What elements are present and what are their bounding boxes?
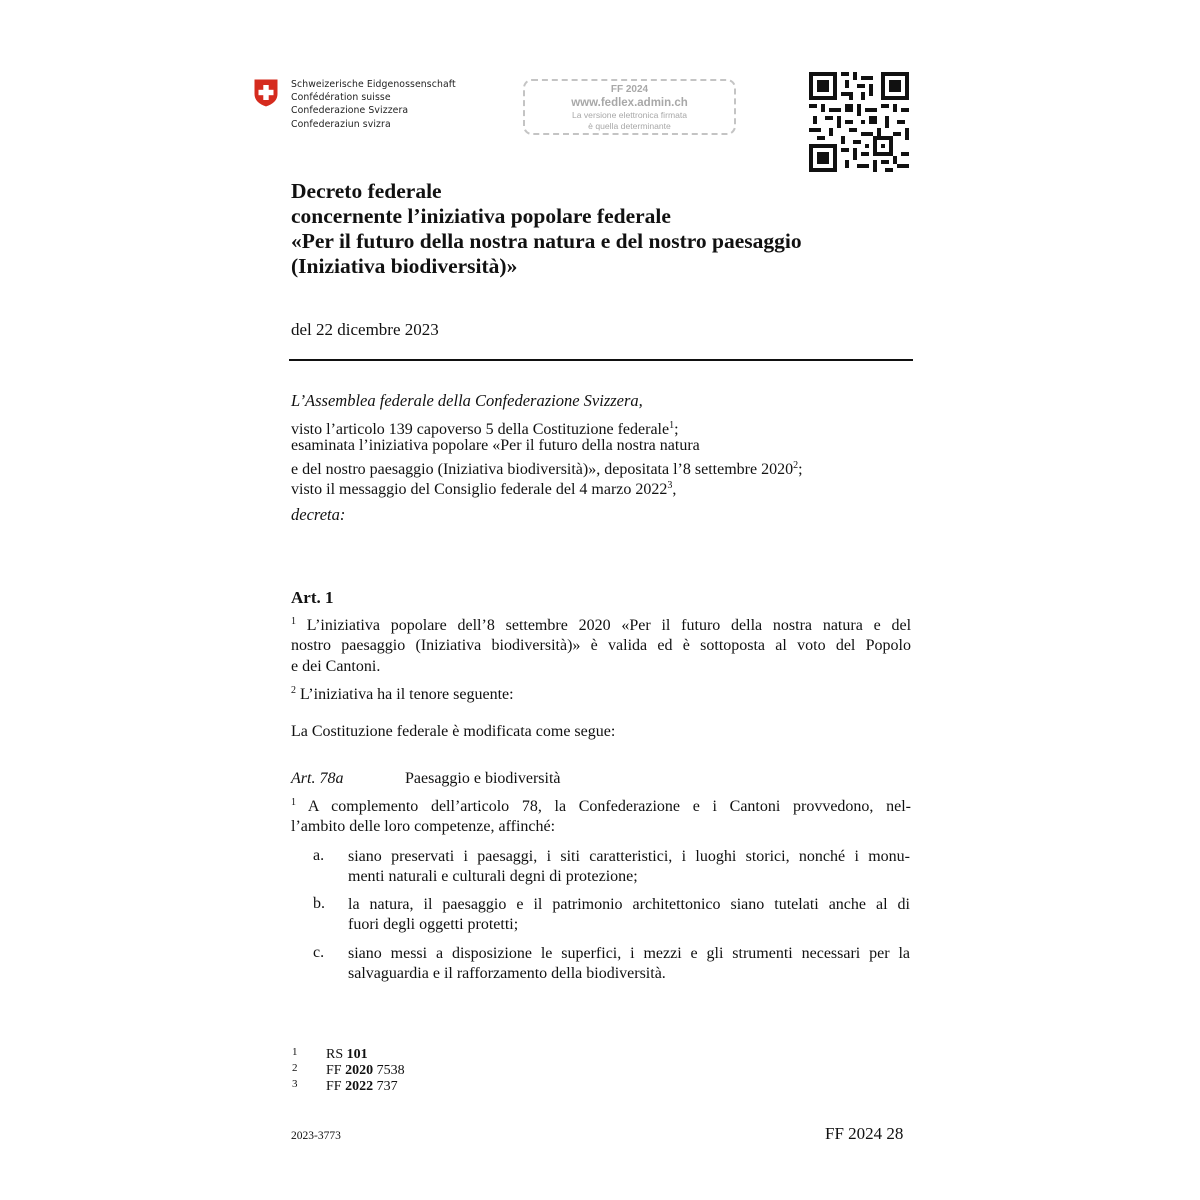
document-id: 2023-3773 [291,1130,341,1142]
footnote-bold: 101 [346,1047,368,1062]
para-text: L’iniziativa ha il tenore seguente: [300,686,514,703]
footnote-bold: 2022 [345,1079,374,1094]
preamble-text-3: e del nostro paesaggio (Iniziativa biodiversità)», depositata l’8 settembre 2020 [291,461,794,478]
footnote-1 [326,1047,368,1063]
page-reference: FF 2024 28 [825,1124,904,1143]
issuer-name-rm: Confederaziun svizra [291,118,391,130]
title-line-1: Decreto federale [291,179,442,203]
title-divider [289,359,913,361]
footnote-prefix: RS [326,1047,344,1062]
footnote-suffix: 7538 [376,1063,405,1078]
stamp-note-1: La versione elettronica firmata [571,110,688,120]
issuer-name-it: Confederazione Svizzera [291,105,409,117]
para-text: L’iniziativa popolare dell’8 settembre 2020 «Per il futuro della nostra natura e del [306,617,912,634]
list-item [348,847,910,888]
article-1-heading: Art. 1 [291,588,334,607]
para-line [291,797,911,817]
punct: ; [674,421,679,438]
issuer-name-de: Schweizerische Eidgenossenschaft [291,79,456,90]
paragraph-number: 1 [291,616,296,627]
preamble-text-1: visto l’articolo 139 capoverso 5 della Costituzione federale [291,421,670,438]
footnote-ref-3[interactable]: 3 [667,480,673,491]
footnote-prefix: FF [326,1063,342,1078]
item-line: siano messi a disposizione le superfici, i mezzi e gli strumenti necessari per la [348,945,910,962]
footnote-suffix: 737 [376,1079,398,1094]
title-line-4: (Iniziativa biodiversità)» [291,254,518,278]
punct: , [672,481,677,498]
footnote-ref-1[interactable]: 1 [669,420,675,431]
para-line [291,616,911,636]
item-line: fuori degli oggetti protetti; [348,916,519,934]
fedlex-stamp [523,79,736,135]
title-line-2: concernente l’iniziativa popolare federale [291,204,671,228]
footnote-ref-2[interactable]: 2 [793,460,799,471]
swiss-cross-icon [253,78,279,108]
footnote-2 [326,1063,405,1079]
list-item-letter: b. [313,895,325,912]
para-text: A complemento dell’articolo 78, la Confederazione e i Cantoni provvedono, nel- [307,798,911,815]
item-line: la natura, il paesaggio e il patrimonio architettonico siano tutelati anche al di [348,896,910,913]
punct: ; [798,461,803,478]
footnote-3 [326,1079,398,1095]
footnote-prefix: FF [326,1079,342,1094]
decreta-line: decreta: [291,505,346,524]
item-line: menti naturali e culturali degni di protezione; [348,868,638,886]
article-78a-title: Paesaggio e biodiversità [405,770,561,787]
stamp-url: www.fedlex.admin.ch [571,97,688,109]
article-1-paragraph-2 [291,685,911,705]
stamp-edition: FF 2024 [610,84,649,95]
preamble-line-4 [291,476,676,500]
title-line-3: «Per il futuro della nostra natura e del nostro paesaggio [291,229,802,253]
footnote-number: 3 [292,1078,298,1090]
article-78a-paragraph-1 [291,797,911,838]
stamp-note-2: è quella determinante [588,121,671,131]
decree-date: del 22 dicembre 2023 [291,320,439,339]
article-78a-label: Art. 78a [291,770,344,787]
list-item [348,944,910,985]
footnote-bold: 2020 [345,1063,374,1078]
qr-code-icon [809,72,909,172]
assembly-line: L’Assemblea federale della Confederazione Svizzera, [291,391,643,410]
item-line: siano preservati i paesaggi, i siti caratteristici, i luoghi storici, nonché i monu- [348,848,910,865]
footnote-number: 1 [292,1046,298,1058]
list-item [348,895,910,936]
paragraph-number: 1 [291,797,296,808]
preamble-line-2: esaminata l’iniziativa popolare «Per il futuro della nostra natura [291,437,700,454]
issuer-names [291,78,456,131]
para-line: nostro paesaggio (Iniziativa biodiversità)» è valida ed è sottoposta al voto del Popolo [291,637,911,655]
article-1-paragraph-1 [291,616,911,677]
list-item-letter: c. [313,944,325,961]
decree-title [291,179,802,279]
article-1-intro: La Costituzione federale è modificata come segue: [291,723,616,740]
issuer-name-fr: Confédération suisse [291,92,391,104]
para-line: l’ambito delle loro competenze, affinché: [291,818,556,836]
footnote-number: 2 [292,1062,298,1074]
list-item-letter: a. [313,847,325,864]
preamble-text-4: visto il messaggio del Consiglio federale del 4 marzo 2022 [291,481,668,498]
para-line: e dei Cantoni. [291,657,381,675]
paragraph-number: 2 [291,685,296,696]
item-line: salvaguardia e il rafforzamento della biodiversità. [348,965,666,983]
